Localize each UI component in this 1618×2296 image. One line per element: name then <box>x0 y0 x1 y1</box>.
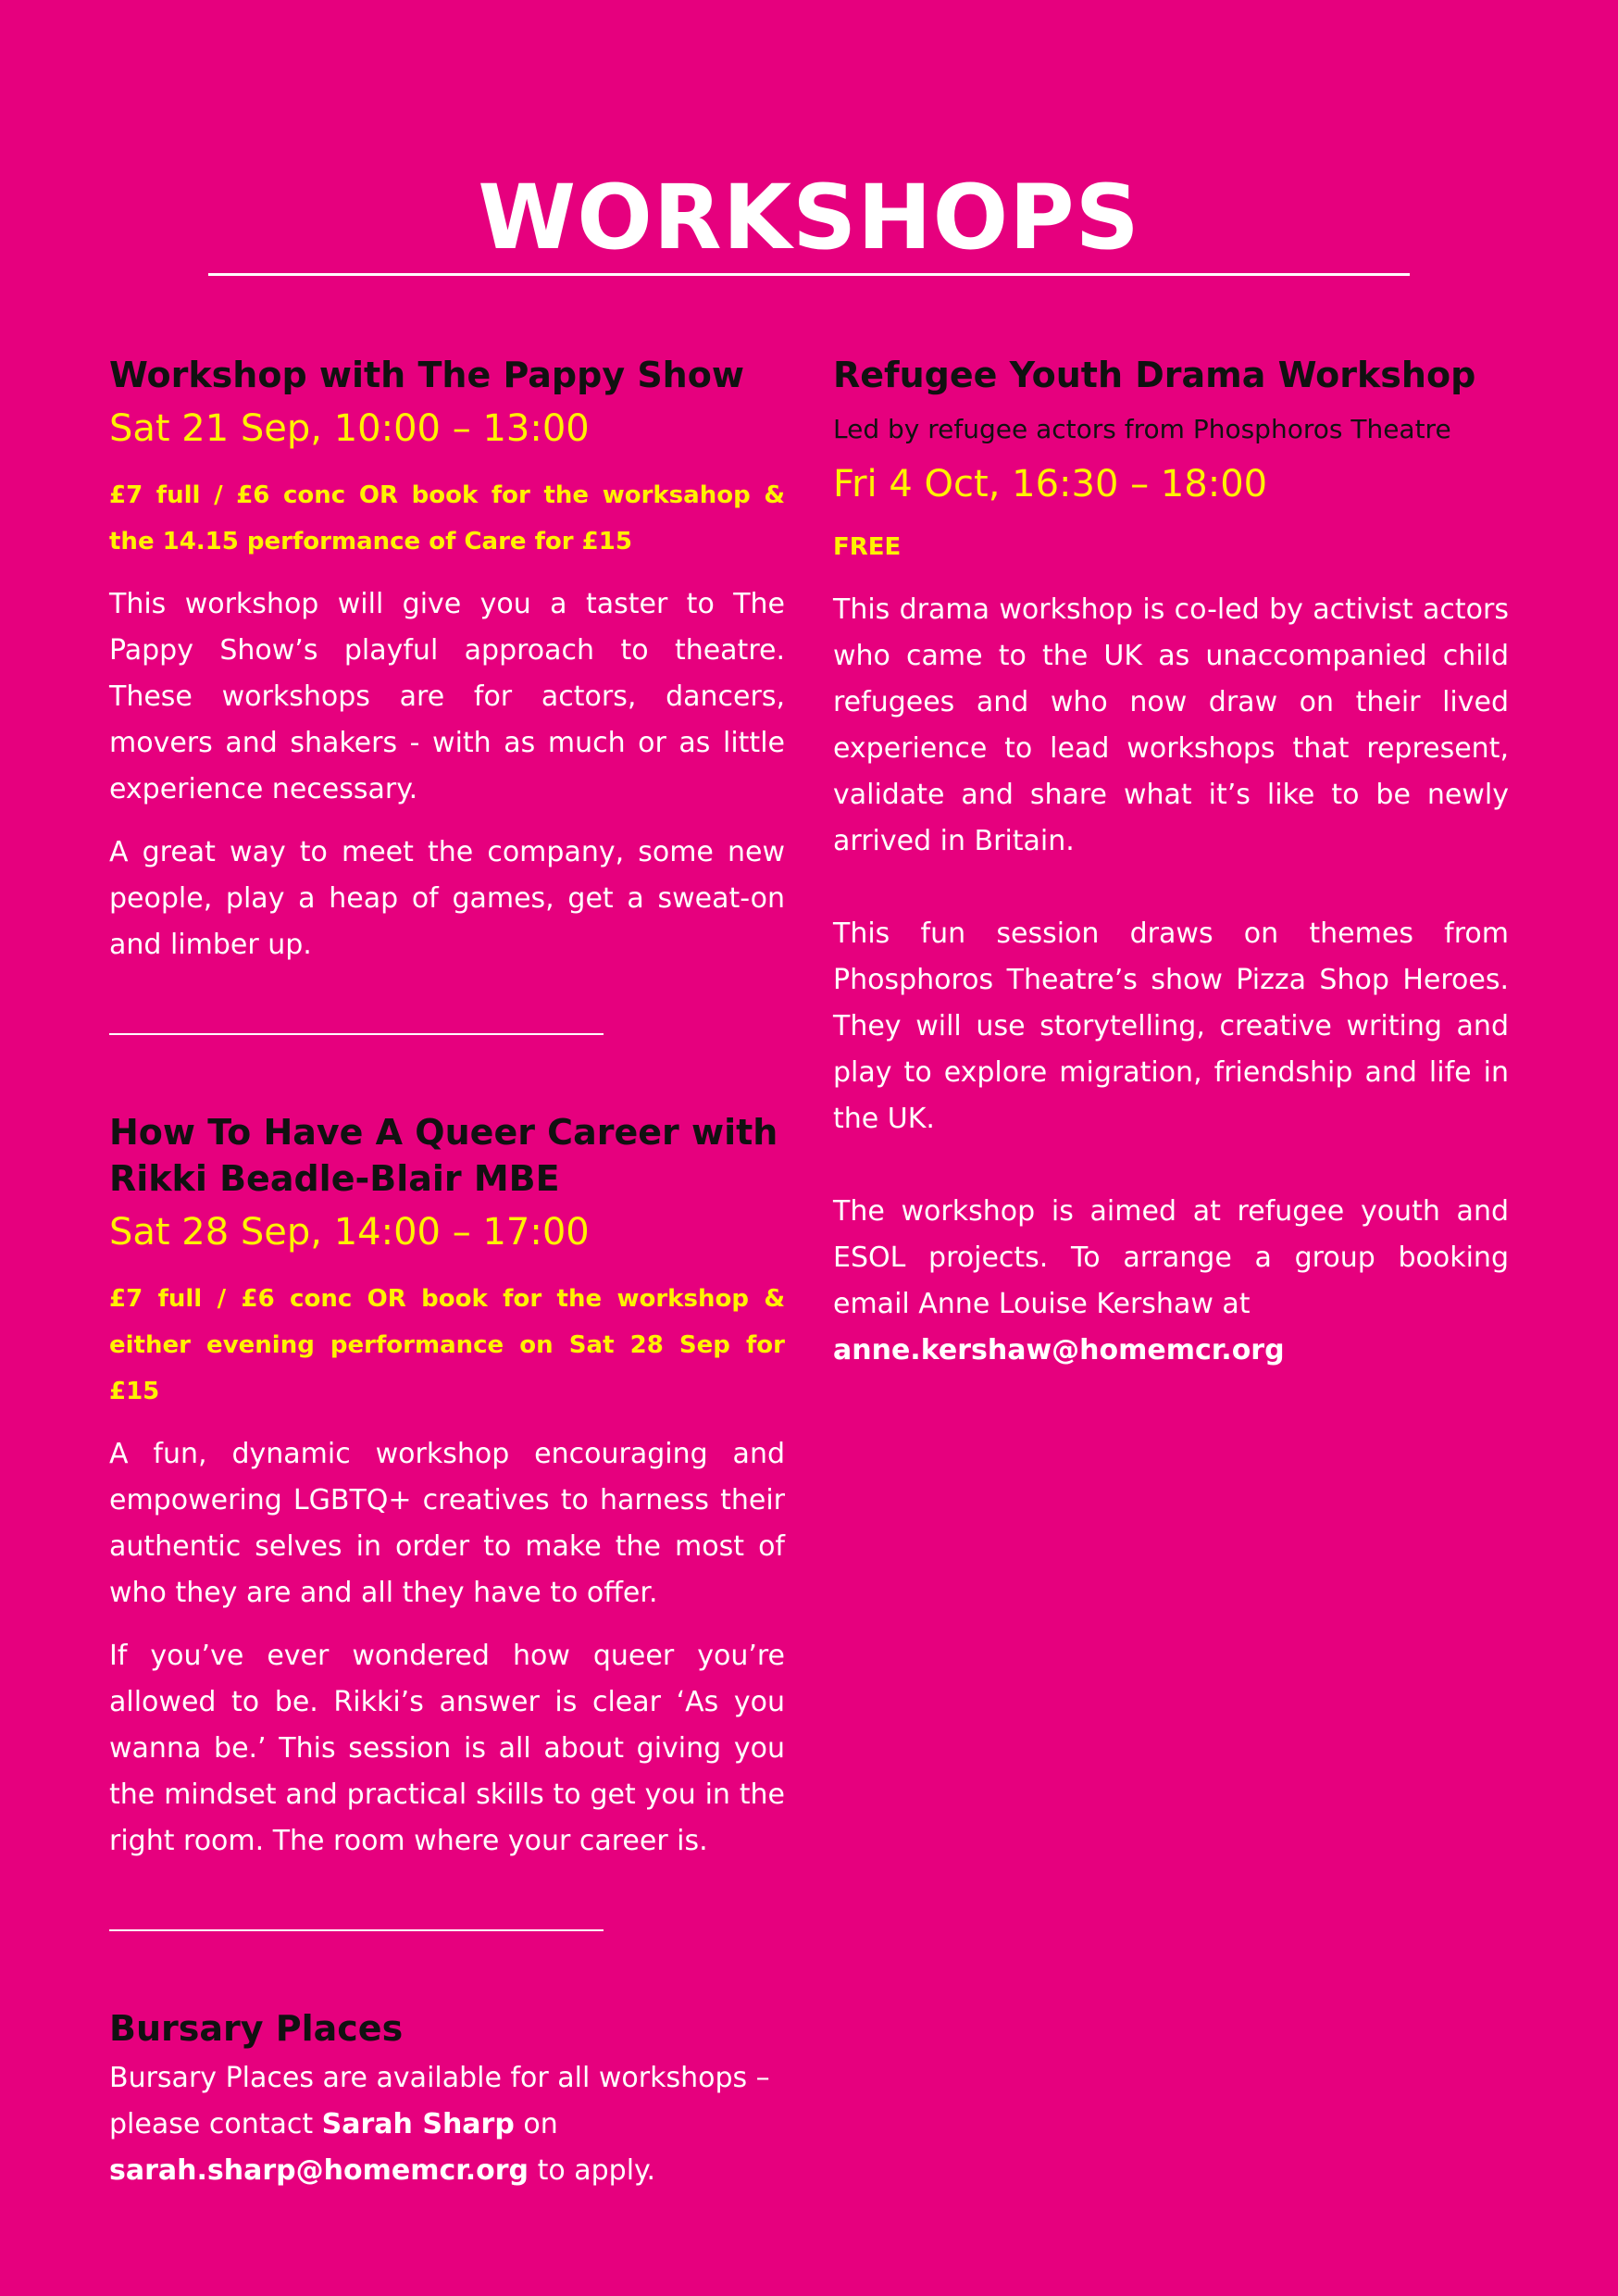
workshop-date: Sat 28 Sep, 14:00 – 17:00 <box>109 1211 590 1254</box>
workshop-subtitle: Led by refugee actors from Phosphoros Theatre <box>833 414 1451 444</box>
workshop-price: £7 full / £6 conc OR book for the worksahop & the 14.15 performance of Care for £15 <box>109 481 785 555</box>
workshop-description: This fun session draws on themes from Phosphoros Theatre’s show Pizza Shop Heroes. They will use storytelling, creative writing and play to explore migration, friendship and life in the UK. <box>833 917 1509 1135</box>
page-title: WORKSHOPS <box>478 166 1140 269</box>
workshop-description: A great way to meet the company, some new people, play a heap of games, get a sweat-on and limber up. <box>109 836 785 961</box>
bursary-title: Bursary Places <box>109 2008 404 2049</box>
workshop-date: Sat 21 Sep, 10:00 – 13:00 <box>109 407 590 450</box>
workshop-price: FREE <box>833 533 902 561</box>
booking-text: The workshop is aimed at refugee youth and ESOL projects. To arrange a group booking email Anne Louise Kershaw at <box>833 1195 1509 1320</box>
workshop-description: A fun, dynamic workshop encouraging and empowering LGBTQ+ creatives to harness their authentic selves in order to make the most of who they are and all they have to offer. <box>109 1438 785 1609</box>
bursary-places <box>109 2005 785 2194</box>
workshop-date: Fri 4 Oct, 16:30 – 18:00 <box>833 463 1268 505</box>
workshop-description: This drama workshop is co-led by activist actors who came to the UK as unaccompanied child refugees and who now draw on their lived experience to lead workshops that represent, validate and share what it’s like to be newly arrived in Britain. <box>833 593 1509 857</box>
workshop-queer-career <box>109 1109 785 1865</box>
booking-email-link[interactable]: anne.kershaw@homemcr.org <box>833 1334 1285 1366</box>
title-underline <box>208 273 1410 276</box>
workshop-refugee-youth <box>833 352 1509 1374</box>
workshop-description: If you’ve ever wondered how queer you’re allowed to be. Rikki’s answer is clear ‘As you wanna be.’ This session is all about giving you the mindset and practical skills to get you in the right room. The room where your career is. <box>109 1640 785 1857</box>
right-column <box>833 352 1509 1374</box>
workshop-description <box>833 1189 1509 1374</box>
bursary-text-part: Bursary Places are available for all workshops – please contact <box>109 2062 770 2140</box>
workshop-title: How To Have A Queer Career with Rikki Beadle-Blair MBE <box>109 1112 778 1199</box>
section-divider <box>109 1033 604 1035</box>
bursary-text-part: on <box>514 2108 558 2140</box>
contact-name: Sarah Sharp <box>321 2108 515 2140</box>
workshop-pappy-show <box>109 352 785 968</box>
workshop-price: £7 full / £6 conc OR book for the workshop & either evening performance on Sat 28 Sep for £15 <box>109 1285 785 1405</box>
workshop-title: Workshop with The Pappy Show <box>109 355 744 395</box>
workshop-title: Refugee Youth Drama Workshop <box>833 355 1476 395</box>
bursary-text <box>109 2055 785 2194</box>
bursary-email-link[interactable]: sarah.sharp@homemcr.org <box>109 2154 529 2187</box>
left-column <box>109 352 785 2194</box>
workshop-description: This workshop will give you a taster to The Pappy Show’s playful approach to theatre. These workshops are for actors, dancers, movers and shakers - with as much or as little experience necessary. <box>109 588 785 805</box>
section-divider <box>109 1929 604 1931</box>
bursary-text-part: to apply. <box>529 2154 656 2187</box>
